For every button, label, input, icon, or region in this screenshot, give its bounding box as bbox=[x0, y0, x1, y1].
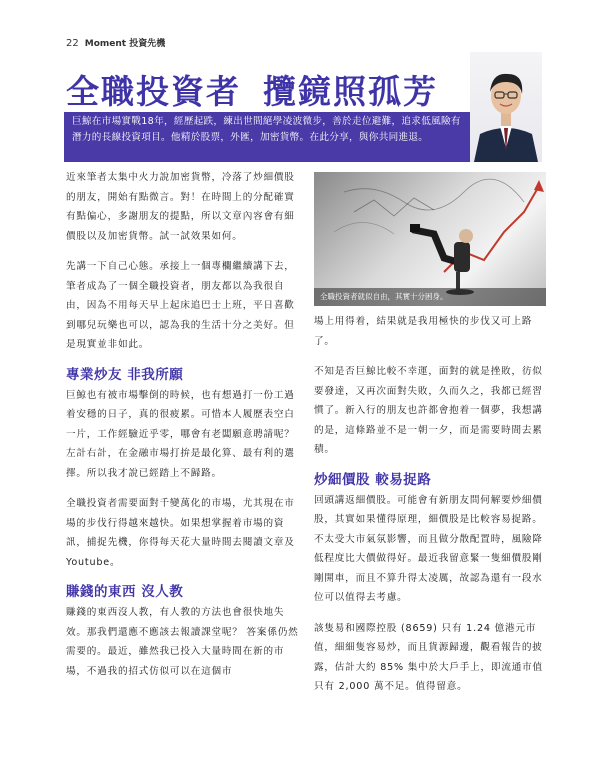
page-header bbox=[66, 36, 165, 49]
article-photo bbox=[314, 172, 546, 306]
title-part-1: 全職投資者 bbox=[66, 72, 241, 111]
section-heading: 專業炒友 非我所願 bbox=[66, 366, 184, 383]
paragraph: 全職投資者需要面對千變萬化的市場，尤其現在市場的步伐行得越來越快。如果想掌握着市場的資訊，捕捉先機，你得每天花大量時間去閱讀文章及 Youtube。 bbox=[66, 498, 295, 568]
section-heading: 賺錢的東西 沒人教 bbox=[66, 584, 184, 600]
paragraph: 先講一下自己心態。承接上一個專欄繼續講下去，筆者成為了一個全職投資者，朋友都以為我很自由，因為不用每天早上起床追巴士上班，平日喜歡到哪兒玩樂也可以，認為我的生活十分之美好。但是現實並非如此。 bbox=[66, 261, 295, 350]
magazine-name: Moment 投資先機 bbox=[84, 39, 166, 49]
author-intro: 巨鯨在市場實戰18年，經歷起跌，練出世間絕學凌波微步，善於走位避難，追求低風險有潛力的長線投資項目。他精於股票，外匯，加密貨幣。在此分享，與你共同進退。 bbox=[64, 112, 470, 162]
page-number: 22 bbox=[66, 38, 79, 49]
photo-caption: 全職投資者就似自由，其實十分困身。 bbox=[314, 288, 546, 306]
paragraph: 場上用得着，結果就是我用極快的步伐又可上路了。 bbox=[314, 316, 533, 347]
title-part-2: 攬鏡照孤芳 bbox=[263, 72, 438, 111]
paragraph: 不知是否巨鯨比較不幸運，面對的就是挫敗，彷似要發達，又再次面對失敗，久而久之，我都已經習慣了。新入行的朋友也許都會抱着一個夢，我想講的是，這條路並不是一朝一夕，而是需要時間去累積。 bbox=[314, 366, 543, 455]
left-column bbox=[66, 168, 302, 692]
paragraph: 賺錢的東西沒人教，有人教的方法也會很快地失效。那我們還應不應該去報讀課堂呢？ 答案係仍然需要的。最近，雖然我已投入大量時間在新的市場，不過我的招式仿似可以在這個市 bbox=[66, 607, 299, 677]
author-photo bbox=[470, 52, 542, 162]
article-title bbox=[66, 66, 438, 113]
paragraph: 回頭講返細價股。可能會有新朋友問何解要炒細價股，其實如果懂得原理，細價股是比較容易捉路。不太受大市氣氛影響，而且做分散配置時，風險降低程度比大價做得好。最近我留意緊一隻細價股剛剛開車，而且不算升得太凌厲，故認為還有一段水位可以值得去考慮。 bbox=[314, 494, 543, 603]
section-heading: 炒細價股 較易捉路 bbox=[314, 471, 432, 488]
author-portrait bbox=[470, 52, 542, 162]
paragraph: 近來筆者太集中火力說加密貨幣，冷落了炒細價股的朋友，開始有點微言。對！在時間上的分配確實有點偏心，多謝朋友的提點，所以文章內容會有細價股以及加密貨幣。試一試效果如何。 bbox=[66, 172, 295, 242]
paragraph: 巨鯨也有被市場擊倒的時候，也有想過打一份工過着安穩的日子，真的很疲累。可惜本人履歷表空白一片，工作經驗近乎零，哪會有老闆願意聘請呢？ 左計右計，在金融市場打拚是最化算、最有利的選擇。所以我才說已經踏上不歸路。 bbox=[66, 389, 295, 479]
investor-relaxing-illustration bbox=[314, 172, 546, 306]
right-column bbox=[314, 312, 550, 708]
paragraph: 該隻易和國際控股 (8659) 只有 1.24 億港元市值，細細隻容易炒，而且貨源歸邊，觀看報告的披露，估計大約 85% 集中於大戶手上，即流通市值只有 2,000 萬不足。值得留意。 bbox=[314, 622, 543, 692]
